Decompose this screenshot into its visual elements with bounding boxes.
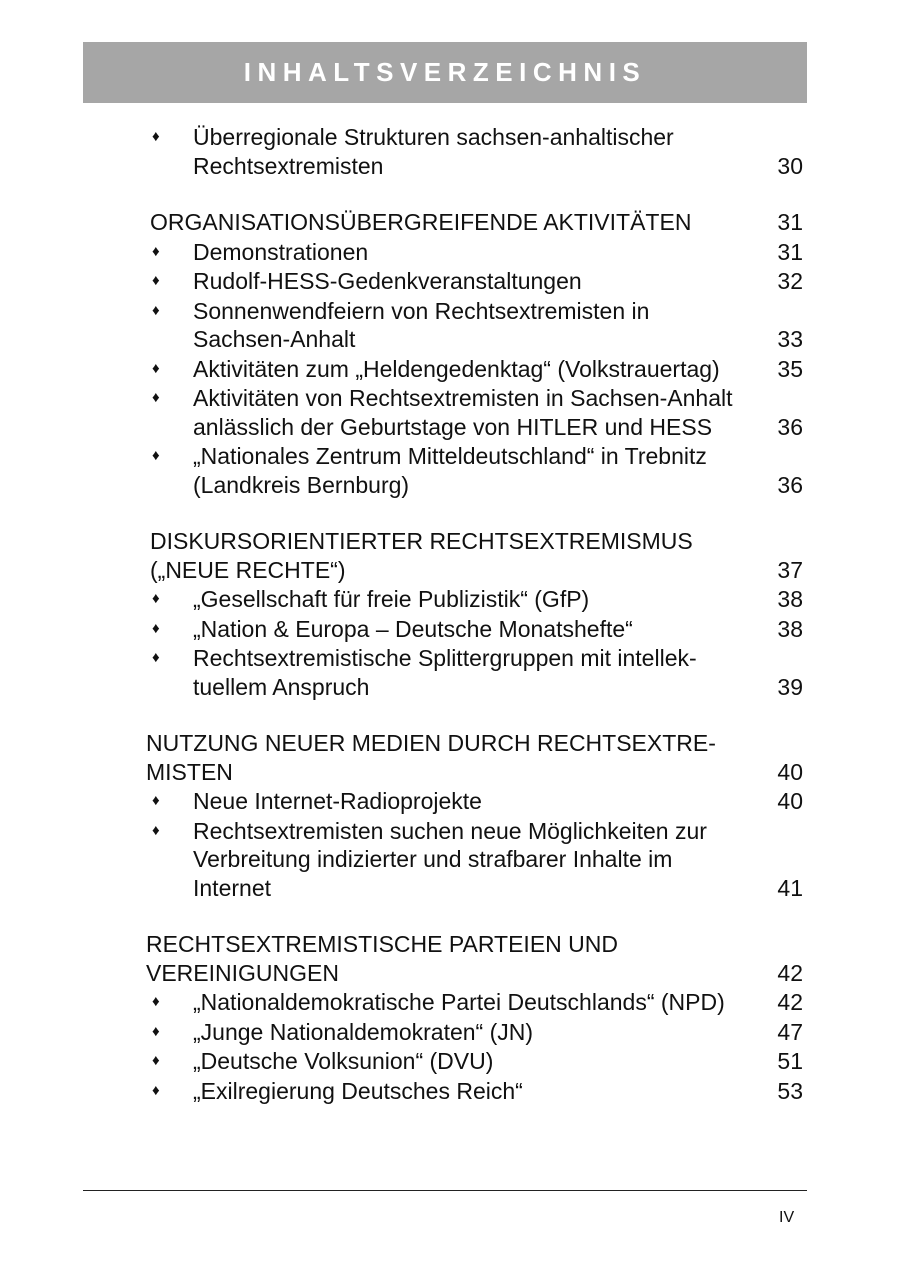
- entry-page-number: 39: [777, 673, 803, 700]
- section-heading-text: DISKURSORIENTIERTER RECHTSEXTREMISMUS („NEUE RECHTE“): [150, 528, 693, 583]
- section-page-number: 37: [777, 556, 803, 583]
- section-heading-text: RECHTSEXTREMISTISCHE PARTEIEN UND VEREINIGUNGEN: [146, 931, 618, 986]
- diamond-bullet-icon: ♦: [152, 792, 160, 809]
- toc-section-heading[interactable]: [0, 729, 900, 786]
- entry-text: Neue Internet-Radioprojekte: [193, 788, 482, 814]
- entry-text: Aktivitäten von Rechtsextremisten in Sachsen-Anhalt anlässlich der Geburtstage von HITLER und HESS: [193, 385, 733, 440]
- diamond-bullet-icon: ♦: [152, 359, 160, 377]
- toc-entry[interactable]: [0, 817, 900, 903]
- diamond-bullet-icon: ♦: [152, 649, 160, 666]
- toc-entry[interactable]: [0, 1047, 900, 1076]
- toc-entry[interactable]: [0, 644, 900, 701]
- toc-entry[interactable]: [0, 384, 900, 441]
- toc-section-heading[interactable]: [0, 527, 900, 584]
- section-page-number: 40: [777, 758, 803, 785]
- diamond-bullet-icon: ♦: [152, 128, 160, 145]
- diamond-bullet-icon: ♦: [152, 993, 160, 1010]
- entry-page-number: 41: [777, 874, 803, 901]
- entry-page-number: 35: [777, 355, 803, 382]
- entry-text: „Nationaldemokratische Partei Deutschlands“ (NPD): [193, 989, 725, 1015]
- diamond-bullet-icon: ♦: [152, 272, 160, 289]
- toc-entry[interactable]: [0, 1018, 900, 1047]
- entry-text: Rudolf-HESS-Gedenkveranstaltungen: [193, 268, 582, 294]
- entry-text: Überregionale Strukturen sachsen-anhaltischer Rechtsextremisten: [193, 124, 674, 179]
- diamond-bullet-icon: ♦: [152, 389, 160, 406]
- entry-page-number: 32: [777, 268, 803, 294]
- entry-text: „Gesellschaft für freie Publizistik“ (GfP): [193, 586, 590, 612]
- entry-text: Rechtsextremistische Splittergruppen mit intellek- tuellem Anspruch: [193, 645, 697, 700]
- toc-section-heading[interactable]: [0, 208, 900, 237]
- toc-entry[interactable]: [0, 615, 900, 644]
- diamond-bullet-icon: ♦: [152, 301, 160, 319]
- entry-text: Rechtsextremisten suchen neue Möglichkeiten zur Verbreitung indizierter und strafbarer Inhalte im Internet: [193, 817, 707, 901]
- section-spacer: [0, 701, 900, 729]
- toc-entry[interactable]: [0, 1077, 900, 1106]
- toc-entry[interactable]: [0, 585, 900, 614]
- entry-page-number: 30: [777, 152, 803, 179]
- entry-page-number: 42: [777, 989, 803, 1015]
- diamond-bullet-icon: ♦: [152, 242, 160, 260]
- toc-header-title: INHALTSVERZEICHNIS: [243, 57, 647, 87]
- entry-text: „Nation & Europa – Deutsche Monatshefte“: [193, 615, 633, 642]
- diamond-bullet-icon: ♦: [152, 619, 160, 637]
- diamond-bullet-icon: ♦: [152, 821, 160, 839]
- entry-page-number: 36: [777, 413, 803, 440]
- toc-entry[interactable]: [0, 787, 900, 816]
- entry-page-number: 38: [777, 615, 803, 642]
- table-of-contents: [0, 122, 900, 1105]
- entry-text: „Exilregierung Deutsches Reich“: [193, 1077, 523, 1104]
- entry-text: Sonnenwendfeiern von Rechtsextremisten in Sachsen-Anhalt: [193, 297, 650, 352]
- entry-text: „Deutsche Volksunion“ (DVU): [193, 1048, 494, 1074]
- section-spacer: [0, 180, 900, 208]
- section-heading-text: ORGANISATIONSÜBERGREIFENDE AKTIVITÄTEN: [150, 209, 692, 235]
- toc-section-heading[interactable]: [0, 930, 900, 987]
- footer-page-number: IV: [779, 1209, 795, 1226]
- toc-entry[interactable]: [0, 238, 900, 267]
- toc-entry[interactable]: [0, 267, 900, 296]
- entry-page-number: 47: [777, 1018, 803, 1045]
- entry-page-number: 40: [777, 788, 803, 814]
- toc-entry[interactable]: [0, 123, 900, 180]
- entry-page-number: 53: [777, 1077, 803, 1104]
- diamond-bullet-icon: ♦: [152, 590, 160, 607]
- entry-page-number: 51: [777, 1048, 803, 1074]
- entry-text: „Junge Nationaldemokraten“ (JN): [193, 1018, 534, 1045]
- entry-text: Aktivitäten zum „Heldengedenktag“ (Volkstrauertag): [193, 355, 720, 382]
- entry-page-number: 36: [777, 471, 803, 498]
- section-spacer: [0, 499, 900, 527]
- entry-page-number: 38: [777, 586, 803, 612]
- toc-entry[interactable]: [0, 355, 900, 384]
- footer-rule: [83, 1190, 807, 1191]
- toc-entry[interactable]: [0, 988, 900, 1017]
- section-spacer: [0, 902, 900, 930]
- entry-page-number: 31: [777, 238, 803, 265]
- entry-page-number: 33: [777, 326, 803, 352]
- toc-entry[interactable]: [0, 297, 900, 354]
- section-page-number: 42: [777, 959, 803, 986]
- entry-text: Demonstrationen: [193, 238, 369, 265]
- diamond-bullet-icon: ♦: [152, 1081, 160, 1099]
- diamond-bullet-icon: ♦: [152, 447, 160, 464]
- section-page-number: 31: [777, 209, 803, 235]
- toc-header: [83, 42, 807, 103]
- diamond-bullet-icon: ♦: [152, 1052, 160, 1069]
- diamond-bullet-icon: ♦: [152, 1022, 160, 1040]
- section-heading-text: NUTZUNG NEUER MEDIEN DURCH RECHTSEXTRE- MISTEN: [146, 730, 716, 785]
- entry-text: „Nationales Zentrum Mitteldeutschland“ in Trebnitz (Landkreis Bernburg): [193, 443, 707, 498]
- toc-entry[interactable]: [0, 442, 900, 499]
